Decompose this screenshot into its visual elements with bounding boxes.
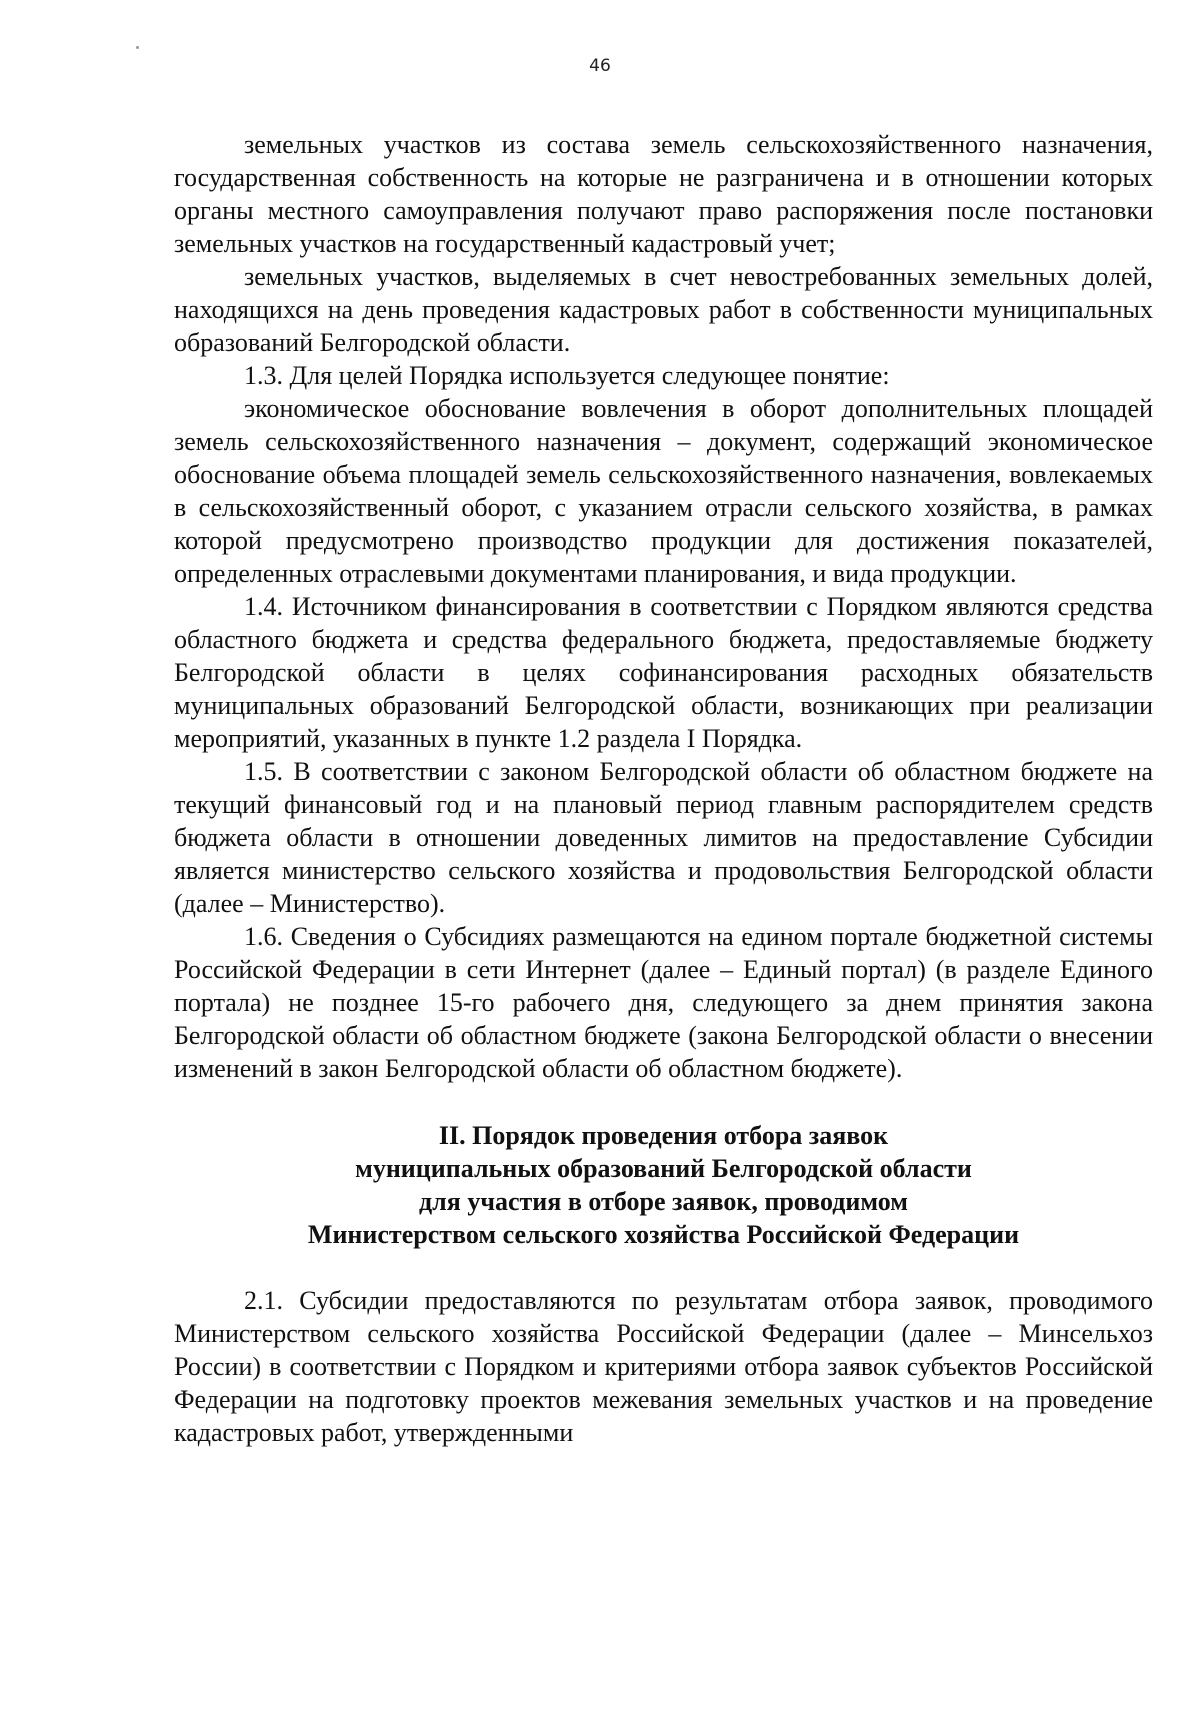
section-heading-line: II. Порядок проведения отбора заявок [438,1121,889,1150]
paragraph-land-plots-shares: земельных участков, выделяемых в счет невостребованных земельных долей, находящихся на день проведения кадастровых работ в собственности муниципальных образований Белгородской области. [174,262,1153,357]
scan-dot-mark [136,46,139,49]
document-body [174,128,1153,1449]
section-heading-line: для участия в отборе заявок, проводимом [419,1187,908,1216]
paragraph-economic-definition: экономическое обоснование вовлечения в оборот дополнительных площадей земель сельскохозяйственного назначения – документ, содержащий экономическое обоснование объема площадей земель сельскохозяйственного назначения, вовлекаемых в сельскохозяйственный оборот, с указанием отрасли сельского хозяйства, в рамках которой предусмотрено производство продукции для достижения показателей, определенных отраслевыми документами планирования, и вида продукции. [174,394,1153,588]
section-heading-line: Министерством сельского хозяйства Российской Федерации [307,1220,1020,1249]
paragraph-1-5: 1.5. В соответствии с законом Белгородской области об областном бюджете на текущий финансовый год и на плановый период главным распорядителем средств бюджета области в отношении доведенных лимитов на предоставление Субсидии является министерство сельского хозяйства и продовольствия Белгородской области (далее – Министерство). [174,757,1153,918]
section-heading-line: муниципальных образований Белгородской области [355,1154,972,1183]
paragraph-1-4: 1.4. Источником финансирования в соответствии с Порядком являются средства областного бюджета и средства федерального бюджета, предоставляемые бюджету Белгородской области в целях софинансирования расходных обязательств муниципальных образований Белгородской области, возникающих при реализации мероприятий, указанных в пункте 1.2 раздела I Порядка. [174,592,1153,753]
paragraph-land-plots-state: земельных участков из состава земель сельскохозяйственного назначения, государственная собственность на которые не разграничена и в отношении которых органы местного самоуправления получают право распоряжения после постановки земельных участков на государственный кадастровый учет; [174,130,1153,258]
paragraph-1-3: 1.3. Для целей Порядка используется следующее понятие: [244,361,890,390]
section-heading [174,1119,1153,1251]
paragraph-1-6: 1.6. Сведения о Субсидиях размещаются на едином портале бюджетной системы Российской Федерации в сети Интернет (далее – Единый портал) (в разделе Единого портала) не позднее 15-го рабочего дня, следующего за днем принятия закона Белгородской области об областном бюджете (закона Белгородской области о внесении изменений в закон Белгородской области об областном бюджете). [174,922,1153,1083]
paragraph-2-1: 2.1. Субсидии предоставляются по результатам отбора заявок, проводимого Министерством сельского хозяйства Российской Федерации (далее – Минсельхоз России) в соответствии с Порядком и критериями отбора заявок субъектов Российской Федерации на подготовку проектов межевания земельных участков и на проведение кадастровых работ, утвержденными [174,1286,1153,1447]
page-number: 46 [589,56,611,76]
